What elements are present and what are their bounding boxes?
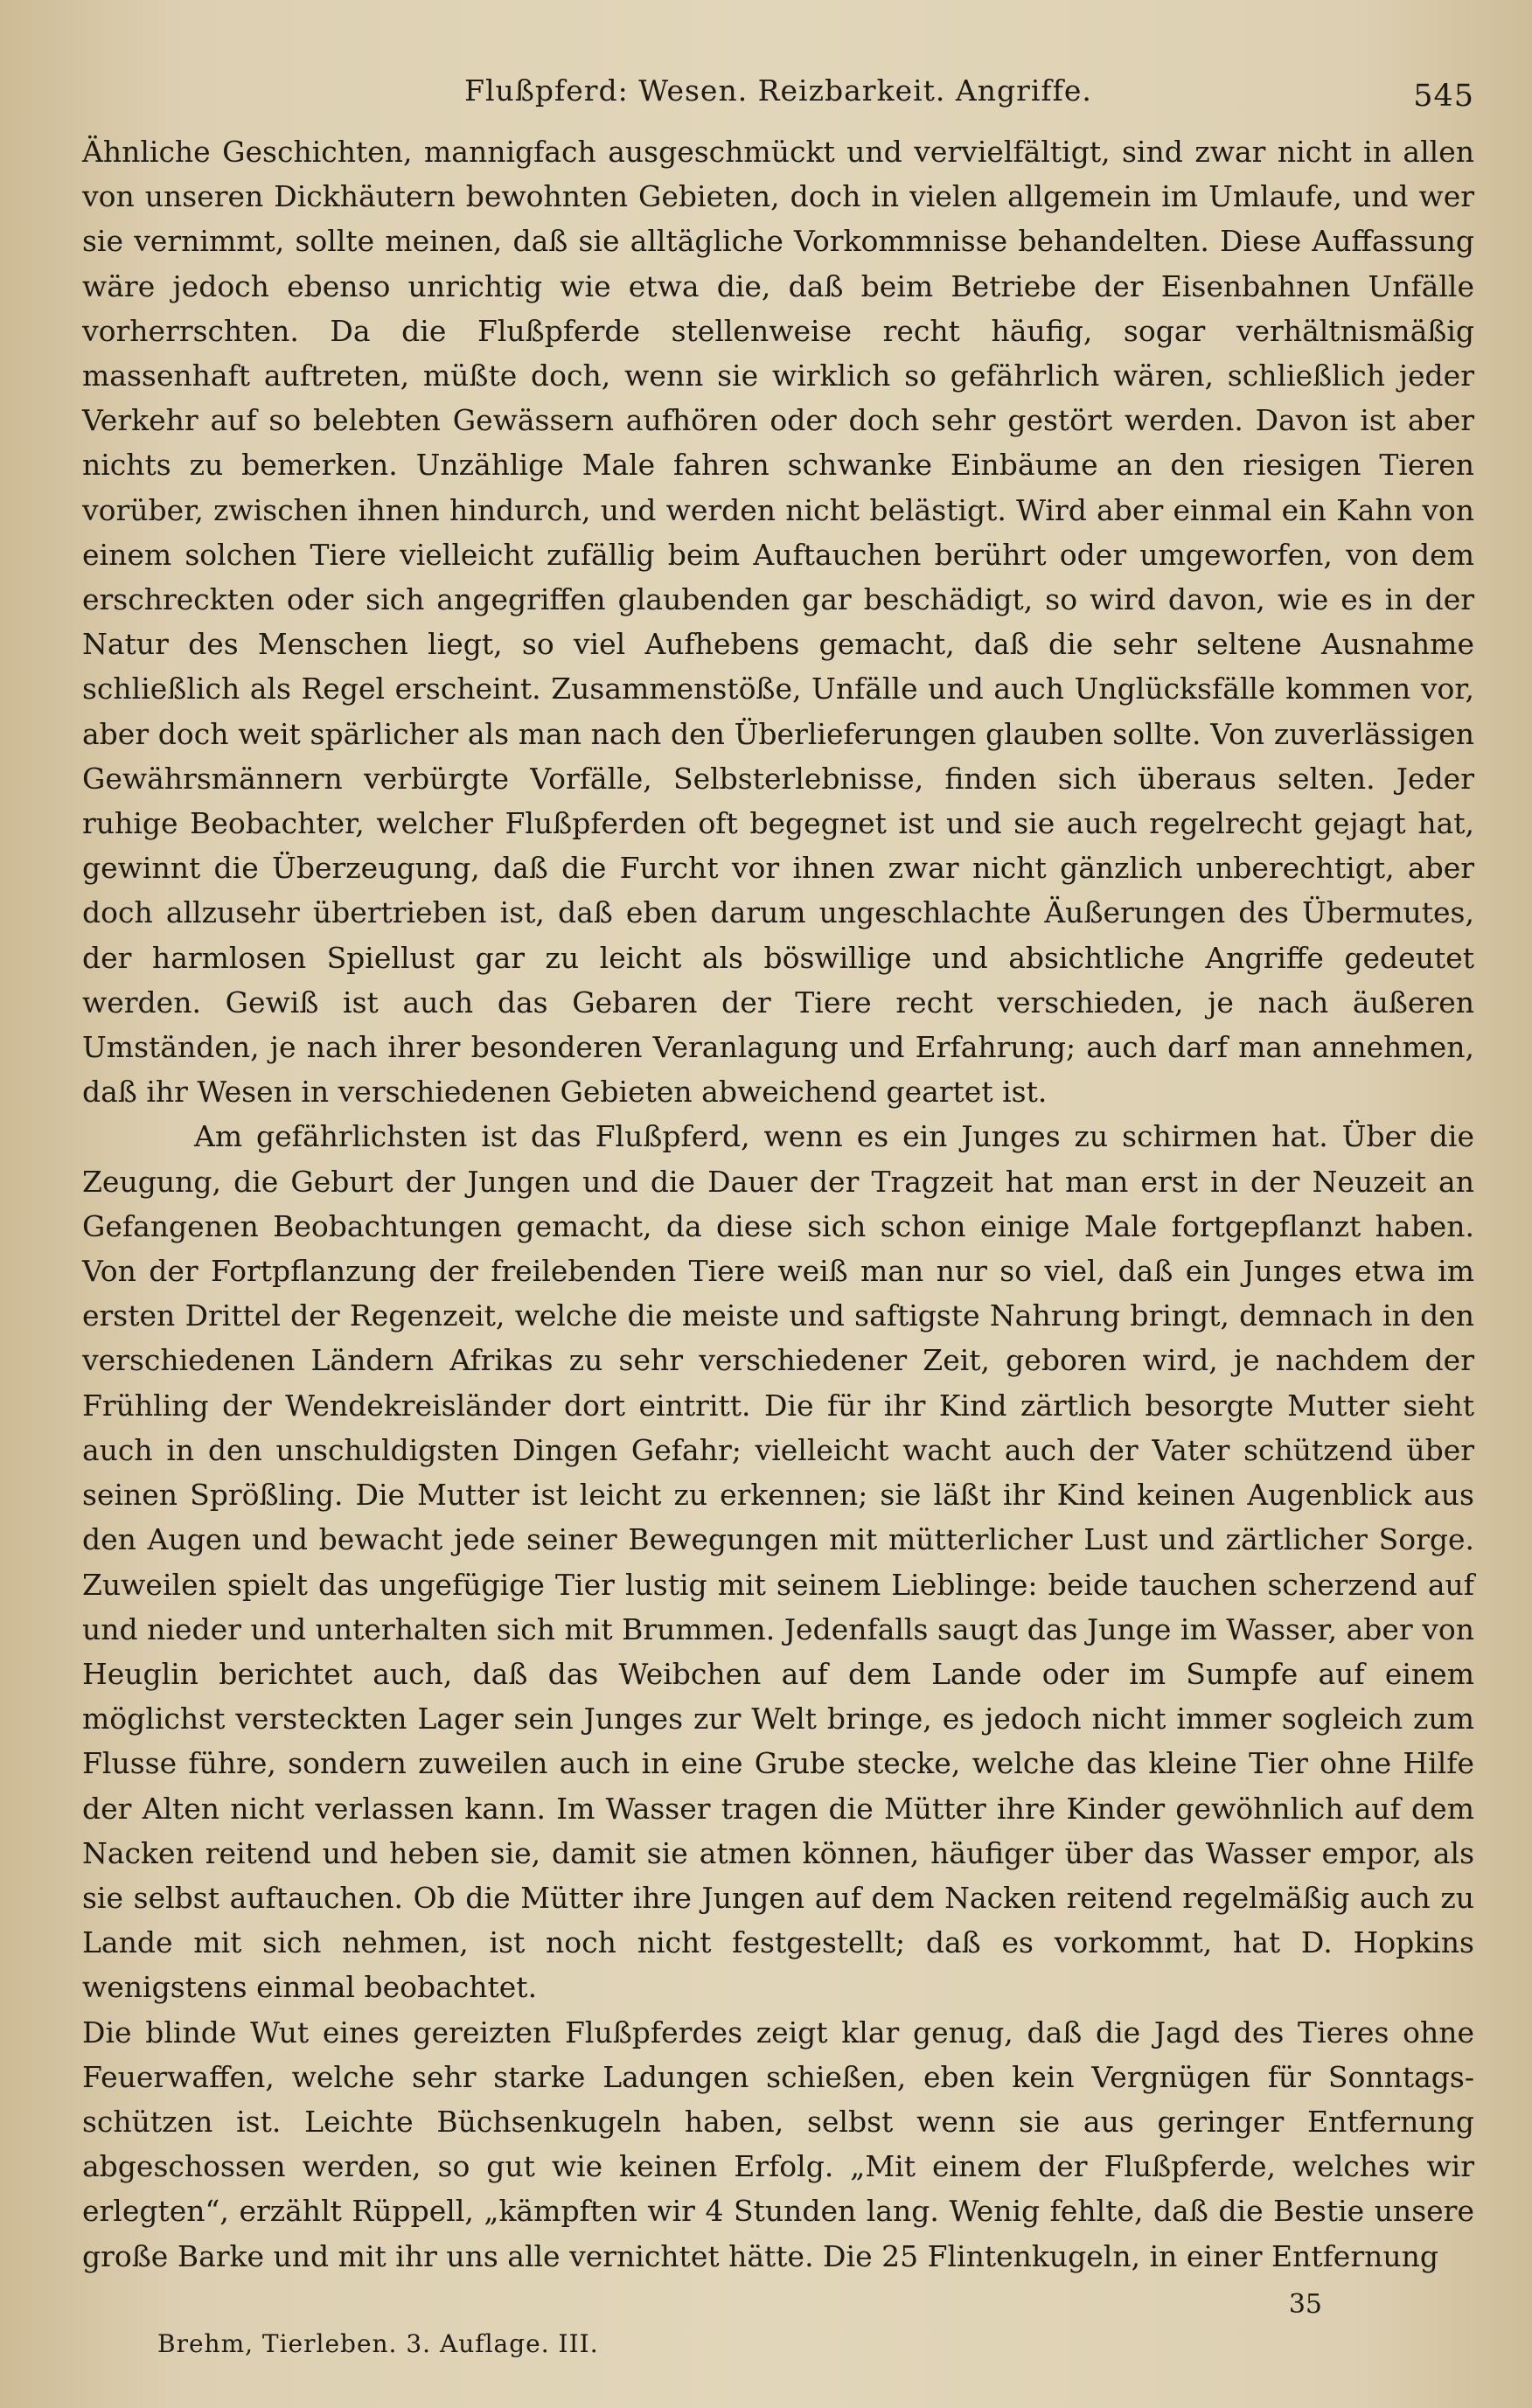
- paragraph-2: Am gefährlichsten ist das Flußpferd, wenn es ein Junges zu schirmen hat. Über die Zeugung, die Geburt der Jungen und die Dauer der Tragzeit hat man erst in der Neuzeit an Gefangenen Beobachtungen gemacht, da diese sich schon einige Male fortgepflanzt haben. Von der Fortpflanzung der freilebenden Tiere weiß man nur so viel, daß ein Junges etwa im ersten Drittel der Regenzeit, welche die meiste und saftigste Nahrung bringt, demnach in den verschiedenen Ländern Afrikas zu sehr verschiedener Zeit, geboren wird, je nachdem der Frühling der Wendekreisländer dort eintritt. Die für ihr Kind zärtlich besorgte Mutter sieht auch in den unschuldigsten Dingen Gefahr; vielleicht wacht auch der Vater schützend über seinen Sprößling. Die Mutter ist leicht zu erkennen; sie läßt ihr Kind keinen Augenblick aus den Augen und bewacht jede seiner Bewegungen mit mütterlicher Lust und zärtlicher Sorge. Zuweilen spielt das ungefügige Tier lustig mit seinem Lieblinge: beide tauchen scherzend auf und nieder und unterhalten sich mit Brummen. Jedenfalls saugt das Junge im Wasser, aber von Heuglin berichtet auch, daß das Weibchen auf dem Lande oder im Sumpfe auf einem möglichst versteckten Lager sein Junges zur Welt bringe, es jedoch nicht immer sogleich zum Flusse führe, sondern zuweilen auch in eine Grube stecke, welche das kleine Tier ohne Hilfe der Alten nicht verlassen kann. Im Wasser tragen die Mütter ihre Kinder gewöhnlich auf dem Nacken reitend und heben sie, damit sie atmen können, häufiger über das Wasser empor, als sie selbst auftauchen. Ob die Mütter ihre Jungen auf dem Nacken reitend regelmäßig auch zu Lande mit sich nehmen, ist noch nicht festgestellt; daß es vorkommt, hat D. Hopkins wenigstens einmal beobachtet.: [82, 1119, 1474, 2005]
- running-title: Flußpferd: Wesen. Reizbarkeit. Angriffe.: [464, 73, 1092, 108]
- signature-mark: 35: [1288, 2289, 1322, 2320]
- body-text: [82, 129, 1474, 2279]
- page-header: [82, 73, 1474, 129]
- paragraph-3: Die blinde Wut eines gereizten Flußpferdes zeigt klar genug, daß die Jagd des Tieres ohne Feuerwaffen, welche sehr starke Ladungen schießen, eben kein Vergnügen für Sonntagsschützen ist. Leichte Büchsenkugeln haben, selbst wenn sie aus geringer Entfernung abgeschossen werden, so gut wie keinen Erfolg. „Mit einem der Flußpferde, welches wir erlegten“, erzählt Rüppell, „kämpften wir 4 Stunden lang. Wenig fehlte, daß die Bestie unsere große Barke und mit ihr uns alle vernichtet hätte. Die 25 Flintenkugeln, in einer Entfernung: [82, 2015, 1474, 2273]
- paragraph-1: Ähnliche Geschichten, mannigfach ausgeschmückt und vervielfältigt, sind zwar nicht in allen von unseren Dickhäutern bewohnten Gebieten, doch in vielen allgemein im Umlaufe, und wer sie vernimmt, sollte meinen, daß sie alltägliche Vorkommnisse behandelten. Diese Auffassung wäre jedoch ebenso unrichtig wie etwa die, daß beim Betriebe der Eisenbahnen Unfälle vorherrschten. Da die Flußpferde stellenweise recht häufig, sogar verhältnismäßig massenhaft auftreten, müßte doch, wenn sie wirklich so gefährlich wären, schließlich jeder Verkehr auf so belebten Gewässern aufhören oder doch sehr gestört werden. Davon ist aber nichts zu bemerken. Unzählige Male fahren schwanke Einbäume an den riesigen Tieren vorüber, zwischen ihnen hindurch, und werden nicht belästigt. Wird aber einmal ein Kahn von einem solchen Tiere vielleicht zufällig beim Auftauchen berührt oder umgeworfen, von dem erschreckten oder sich angegriffen glaubenden gar beschädigt, so wird davon, wie es in der Natur des Menschen liegt, so viel Aufhebens gemacht, daß die sehr seltene Ausnahme schließlich als Regel erscheint. Zusammenstöße, Unfälle und auch Unglücksfälle kommen vor, aber doch weit spärlicher als man nach den Überlieferungen glauben sollte. Von zuverlässigen Gewährsmännern verbürgte Vorfälle, Selbsterlebnisse, finden sich überaus selten. Jeder ruhige Beobachter, welcher Flußpferden oft begegnet ist und sie auch regelrecht gejagt hat, gewinnt die Überzeugung, daß die Furcht vor ihnen zwar nicht gänzlich unberechtigt, aber doch allzusehr übertrieben ist, daß eben darum ungeschlachte Äußerungen des Übermutes, der harmlosen Spiellust gar zu leicht als böswillige und absichtliche Angriffe gedeutet werden. Gewiß ist auch das Gebaren der Tiere recht verschieden, je nach äußeren Umständen, je nach ihrer besonderen Veranlagung und Erfahrung; auch darf man annehmen, daß ihr Wesen in verschiedenen Gebieten abweichend geartet ist.: [82, 135, 1474, 1110]
- page-number: 545: [1413, 79, 1474, 114]
- page-footer: Brehm, Tierleben. 3. Auflage. III.: [157, 2329, 599, 2358]
